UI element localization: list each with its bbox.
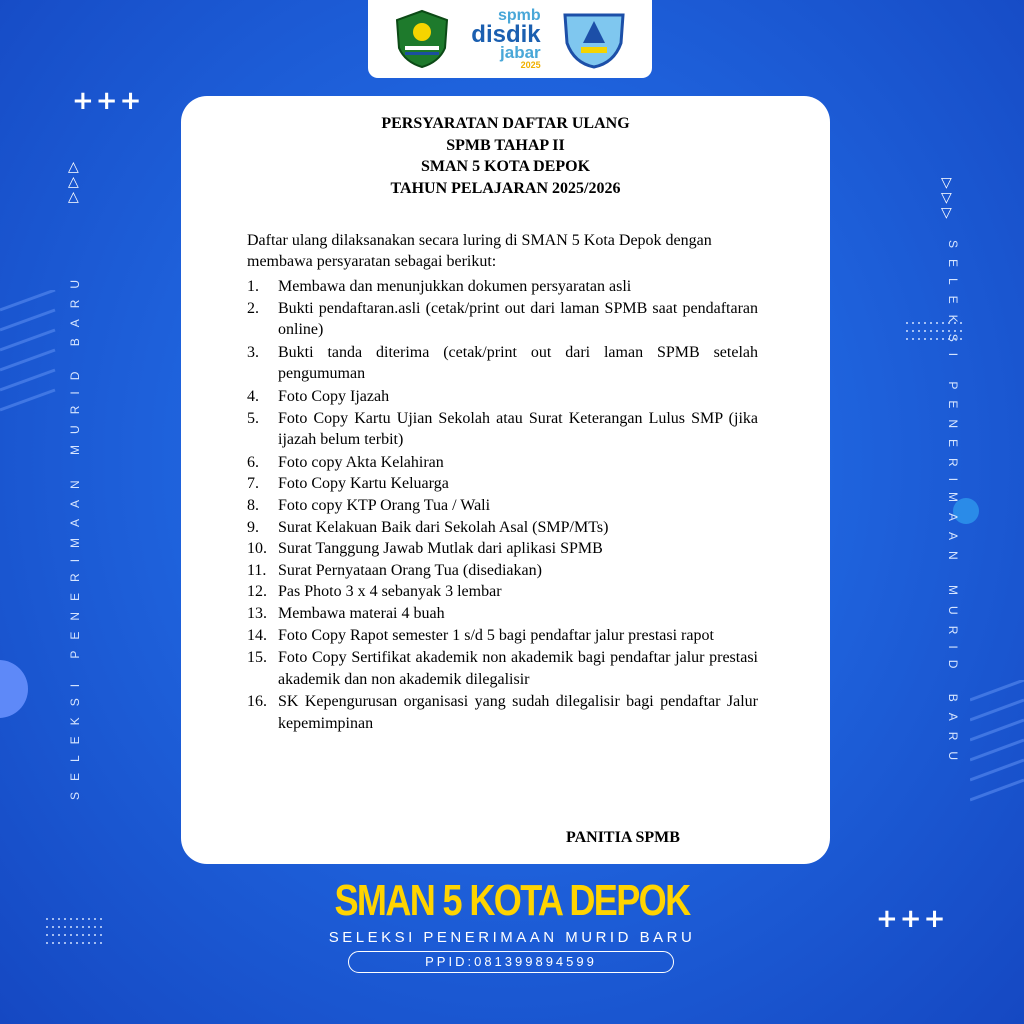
title-line-2: SPMB TAHAP II [446, 136, 565, 154]
list-item [247, 408, 758, 451]
spmb-logo-line3: jabar [500, 43, 541, 63]
jabar-emblem-icon [391, 8, 453, 70]
item-number: 16. [247, 693, 267, 711]
decor-plus-bottom: +++ [876, 904, 948, 934]
list-item [247, 495, 758, 517]
side-text-right: SELEKSI PENERIMAAN MURID BARU [946, 240, 960, 772]
item-number: 1. [247, 278, 259, 295]
decor-stripes-right [970, 680, 1024, 820]
item-text: Foto copy Akta Kelahiran [278, 453, 444, 471]
item-text: Foto Copy Rapot semester 1 s/d 5 bagi pendaftar jalur prestasi rapot [278, 626, 714, 644]
school-name: SMAN 5 KOTA DEPOK [334, 876, 690, 925]
spmb-logo-line1: spmb [497, 7, 541, 25]
footer-subtitle: SELEKSI PENERIMAAN MURID BARU [328, 929, 696, 946]
list-item [247, 452, 758, 474]
list-item [247, 691, 758, 734]
item-number: 5. [247, 409, 259, 427]
item-number: 4. [247, 387, 259, 405]
decor-plus-top: +++ [72, 86, 144, 116]
item-number: 8. [247, 496, 259, 514]
title-line-1: PERSYARATAN DAFTAR ULANG [381, 115, 630, 132]
list-item [247, 517, 758, 539]
title-line-4: TAHUN PELAJARAN 2025/2026 [390, 179, 621, 197]
item-text: Foto copy KTP Orang Tua / Wali [278, 496, 491, 514]
item-text: Foto Copy Sertifikat akademik non akademik bagi pendaftar jalur prestasi akademik dan non akademik dilegalisir [278, 649, 758, 688]
list-item [247, 647, 758, 690]
item-number: 9. [247, 518, 259, 536]
list-item [247, 603, 758, 625]
item-number: 12. [247, 583, 267, 601]
item-text: Foto Copy Ijazah [278, 387, 390, 405]
list-item [247, 386, 758, 408]
item-number: 13. [247, 604, 267, 622]
item-text: Foto Copy Kartu Keluarga [278, 475, 449, 493]
item-text: Surat Kelakuan Baik dari Sekolah Asal (SMP/MTs) [278, 518, 609, 536]
list-item [247, 560, 758, 582]
item-number: 11. [247, 561, 267, 579]
school-emblem-icon [559, 7, 629, 71]
decor-stripes-left [0, 290, 60, 430]
item-text: SK Kepengurusan organisasi yang sudah dilegalisir bagi pendaftar Jalur kepemimpinan [278, 693, 758, 732]
list-item [247, 298, 758, 341]
list-item [247, 342, 758, 385]
list-item [247, 625, 758, 647]
item-number: 14. [247, 626, 267, 644]
logo-header [368, 0, 652, 78]
requirements-card [181, 96, 830, 864]
item-number: 15. [247, 649, 267, 667]
item-text: Surat Tanggung Jawab Mutlak dari aplikasi SPMB [278, 540, 603, 558]
item-number: 3. [247, 343, 259, 361]
item-text: Bukti pendaftaran.asli (cetak/print out dari laman SPMB saat pendaftaran online) [278, 299, 758, 339]
item-text: Pas Photo 3 x 4 sebanyak 3 lembar [278, 583, 502, 601]
list-item [247, 538, 758, 560]
list-item [247, 581, 758, 603]
spmb-disdik-jabar-logo [471, 9, 540, 68]
side-text-left: SELEKSI PENERIMAAN MURID BARU [68, 268, 82, 800]
item-number: 10. [247, 540, 267, 558]
item-text: Surat Pernyataan Orang Tua (disediakan) [278, 561, 542, 579]
signature: PANITIA SPMB [566, 829, 680, 846]
intro-paragraph: Daftar ulang dilaksanakan secara luring di SMAN 5 Kota Depok dengan membawa persyaratan sebagai berikut: [247, 232, 712, 270]
ppid-badge: PPID:081399894599 [348, 951, 674, 973]
item-text: Bukti tanda diterima (cetak/print out dari laman SPMB setelah pengumuman [278, 343, 758, 383]
document-title [181, 113, 830, 199]
decor-triangles-right: ▽ ▽ ▽ [941, 175, 952, 221]
title-line-3: SMAN 5 KOTA DEPOK [420, 158, 591, 175]
item-number: 6. [247, 453, 259, 471]
decor-triangles-left: △ △ △ [68, 159, 79, 205]
item-number: 7. [247, 475, 259, 493]
spmb-logo-line2: disdik [471, 20, 541, 48]
item-text: Membawa dan menunjukkan dokumen persyaratan asli [278, 278, 632, 295]
item-text: Membawa materai 4 buah [278, 604, 445, 622]
decor-circle-left [0, 660, 28, 718]
requirements-list [247, 276, 758, 735]
spmb-logo-year: 2025 [520, 59, 541, 70]
item-number: 2. [247, 299, 259, 317]
list-item [247, 473, 758, 495]
item-text: Foto Copy Kartu Ujian Sekolah atau Surat Keterangan Lulus SMP (jika ijazah belum terbit) [278, 409, 758, 449]
list-item [247, 276, 758, 298]
